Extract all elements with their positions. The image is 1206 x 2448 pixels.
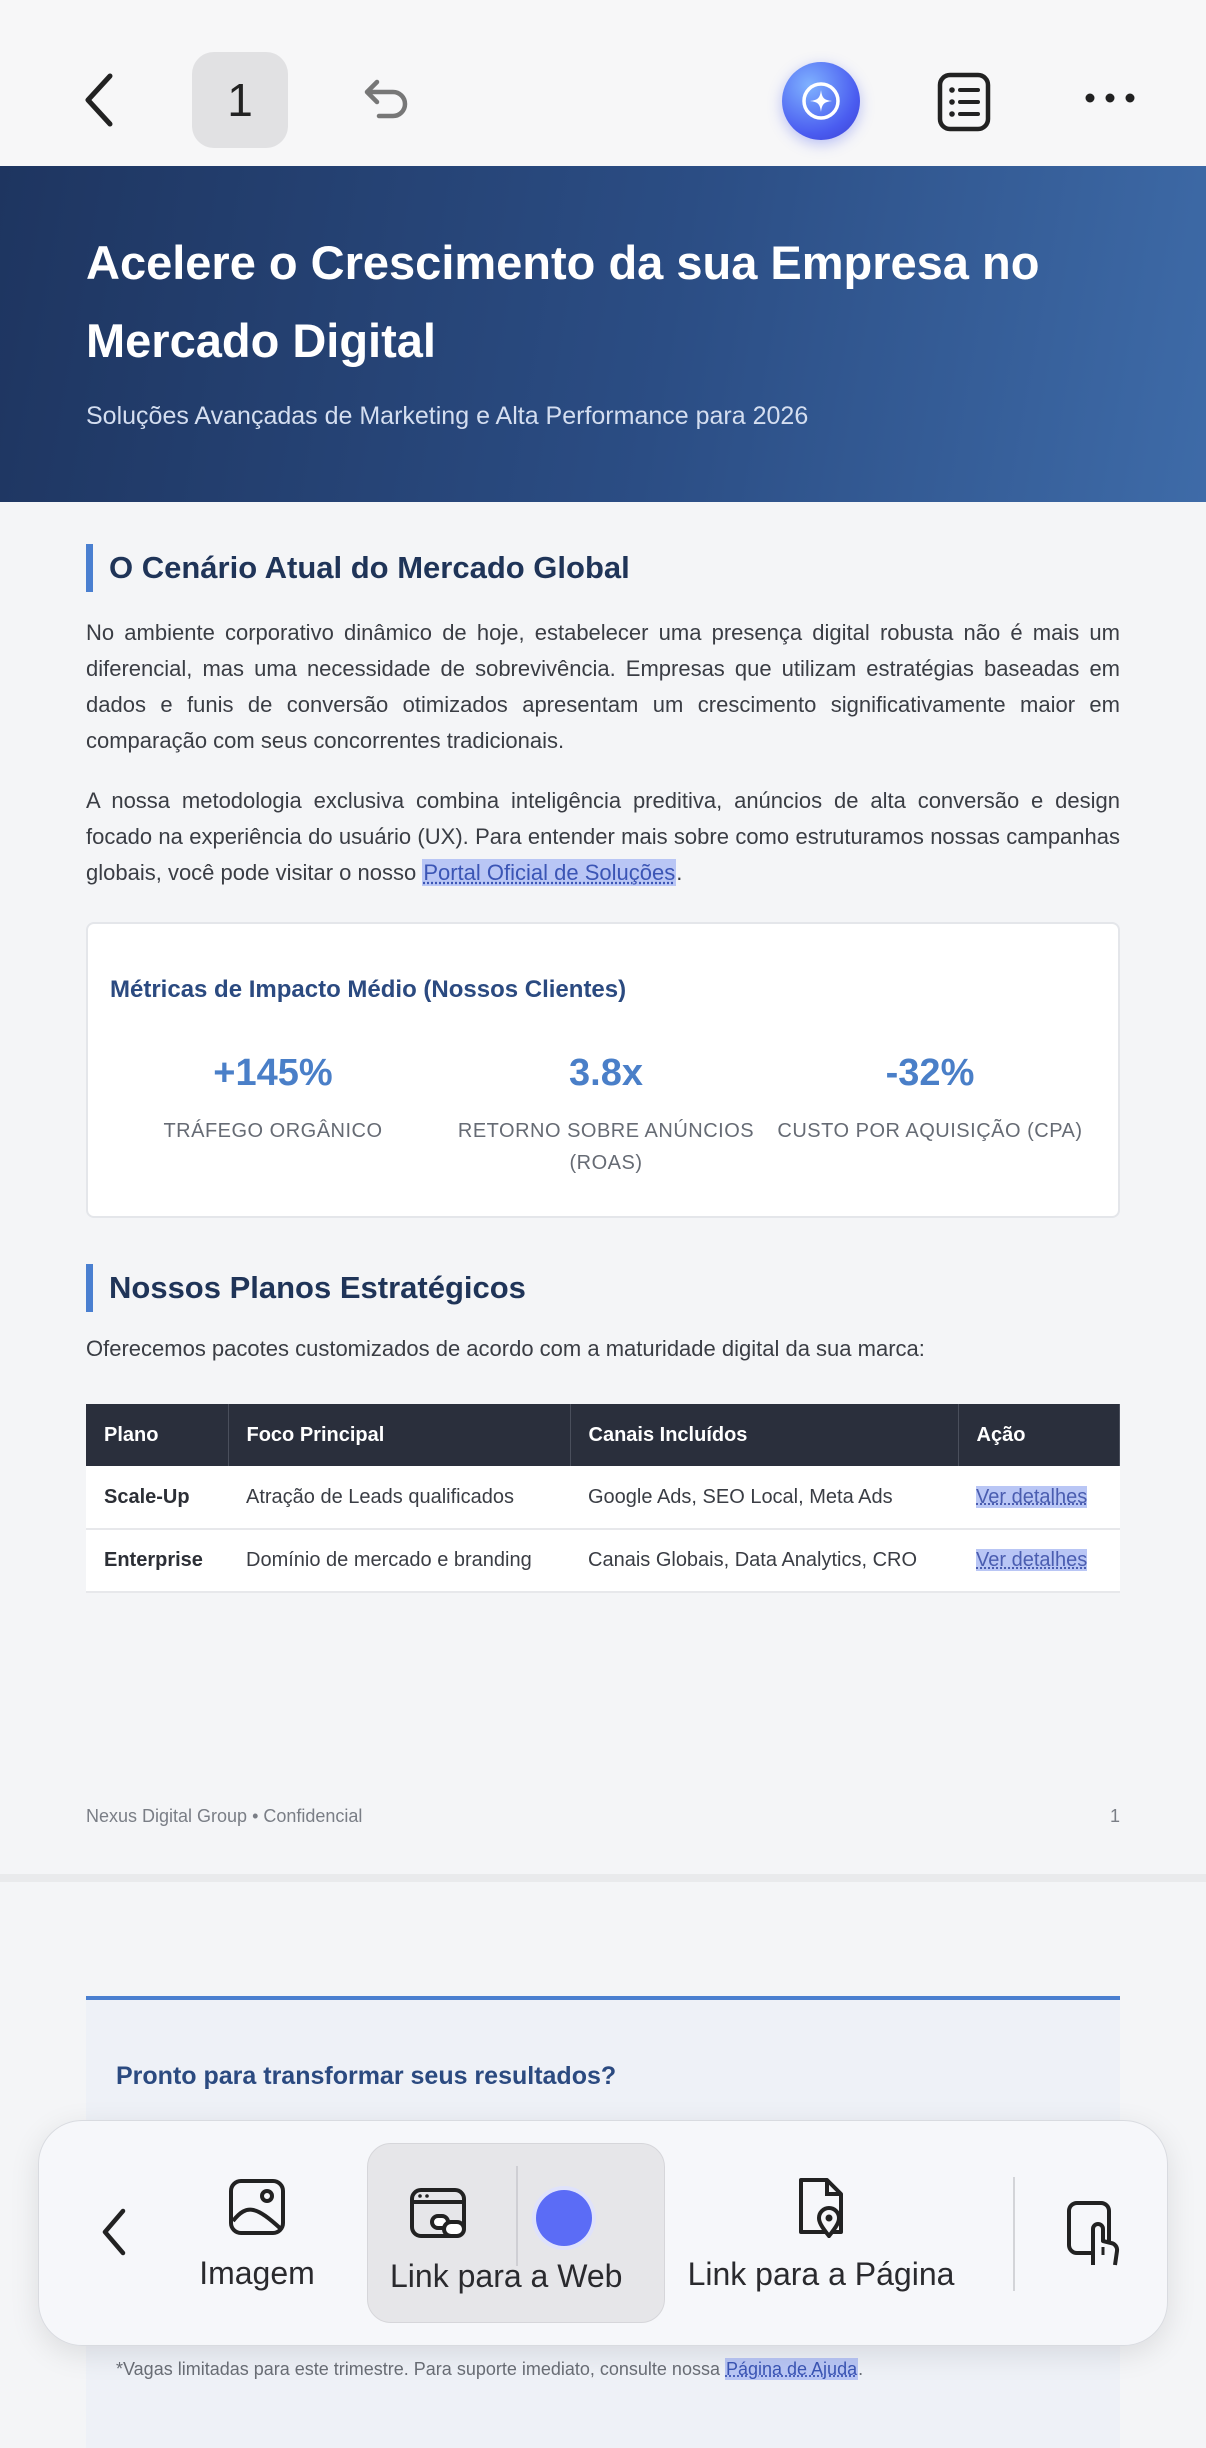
cell-focus: Domínio de mercado e branding	[228, 1529, 570, 1592]
web-tool-divider	[516, 2166, 518, 2266]
undo-icon	[357, 70, 413, 126]
page-link-tool-label: Link para a Página	[687, 2255, 955, 2292]
cta-title: Pronto para transformar seus resultados?	[116, 2062, 617, 2090]
cell-channels: Canais Globais, Data Analytics, CRO	[570, 1529, 958, 1592]
hero-title: Acelere o Crescimento da sua Empresa no Mercado Digital	[86, 236, 1040, 367]
cell-action	[958, 1466, 1120, 1529]
link-tools-bar	[38, 2120, 1168, 2346]
section-heading-plans: Nossos Planos Estratégicos	[86, 1264, 526, 1312]
cell-action	[958, 1529, 1120, 1592]
web-link-tool-label: Link para a Web	[390, 2258, 623, 2294]
page-number-button[interactable]	[192, 52, 288, 148]
back-button[interactable]	[60, 60, 140, 140]
cell-focus: Atração de Leads qualificados	[228, 1466, 570, 1529]
undo-button[interactable]	[345, 58, 425, 138]
metric-value: 3.8x	[569, 1052, 643, 1094]
toolbar-divider	[1013, 2177, 1015, 2291]
scroll-left-button[interactable]	[79, 2197, 149, 2267]
paragraph-market: No ambiente corporativo dinâmico de hoje, estabelecer uma presença digital robusta não é mais um diferencial, mas uma necessidade de sobrevivência. Empresas que utilizam estratégias baseadas em dados e funis de conversão otimizados apresentam um crescimento significativamente maior em comparação com seus concorrentes tradicionais.	[86, 620, 1120, 753]
page-link-tool-button[interactable]	[671, 2121, 971, 2346]
plans-table	[86, 1404, 1120, 1593]
more-button[interactable]	[1070, 58, 1150, 138]
metrics-title: Métricas de Impacto Médio (Nossos Clientes)	[110, 976, 627, 1003]
hero-banner	[0, 166, 1206, 502]
ai-assistant-button[interactable]	[782, 62, 860, 140]
image-tool-button[interactable]	[157, 2121, 357, 2346]
cell-plan: Scale-Up	[86, 1466, 228, 1529]
outline-list-icon	[936, 71, 992, 133]
paragraph-methodology-end: .	[676, 860, 683, 885]
cell-channels: Google Ads, SEO Local, Meta Ads	[570, 1466, 958, 1529]
table-header-row	[86, 1404, 1120, 1466]
image-tool-label: Imagem	[199, 2254, 315, 2291]
metric-label: TRÁFEGO ORGÂNICO	[163, 1120, 383, 1142]
table-row	[86, 1466, 1120, 1529]
ai-assistant-icon	[796, 76, 846, 126]
metric-value: +145%	[213, 1052, 333, 1094]
header-channels: Canais Incluídos	[570, 1404, 958, 1466]
paragraph-methodology	[86, 783, 1120, 891]
section-heading-market: O Cenário Atual do Mercado Global	[86, 544, 630, 592]
metric-cpa	[770, 1052, 1090, 1147]
table-row	[86, 1529, 1120, 1592]
cta-note	[116, 2359, 863, 2380]
hero-subtitle: Soluções Avançadas de Marketing e Alta Performance para 2026	[86, 402, 809, 430]
header-plan: Plano	[86, 1404, 228, 1466]
page-link-icon	[793, 2176, 849, 2238]
outline-button[interactable]	[924, 62, 1004, 142]
back-chevron-icon	[80, 70, 120, 130]
header-action: Ação	[958, 1404, 1120, 1466]
metric-label: CUSTO POR AQUISIÇÃO (CPA)	[777, 1120, 1083, 1142]
top-toolbar	[0, 0, 1206, 166]
link-color-swatch[interactable]	[536, 2190, 592, 2246]
footer-company: Nexus Digital Group • Confidencial	[86, 1806, 363, 1826]
portal-link[interactable]: Portal Oficial de Soluções	[423, 860, 676, 885]
metrics-card	[86, 922, 1120, 1218]
header-focus: Foco Principal	[228, 1404, 570, 1466]
view-details-link[interactable]: Ver detalhes	[976, 1549, 1088, 1571]
cta-note-text: *Vagas limitadas para este trimestre. Para suporte imediato, consulte nossa	[116, 2359, 725, 2379]
plans-intro: Oferecemos pacotes customizados de acordo com a maturidade digital da sua marca:	[86, 1336, 925, 1361]
help-page-link[interactable]: Página de Ajuda	[725, 2359, 858, 2379]
web-link-tool-button[interactable]	[367, 2143, 665, 2323]
image-icon	[227, 2177, 287, 2237]
chevron-left-icon	[99, 2207, 129, 2257]
cell-plan: Enterprise	[86, 1529, 228, 1592]
metric-organic-traffic	[113, 1052, 433, 1147]
view-details-link[interactable]: Ver detalhes	[976, 1485, 1088, 1508]
touch-select-icon	[1065, 2199, 1129, 2269]
metric-roas	[441, 1052, 771, 1179]
web-link-icon	[408, 2184, 470, 2246]
metric-label: RETORNO SOBRE ANÚNCIOS (ROAS)	[457, 1120, 755, 1174]
page-number: 1	[227, 74, 253, 126]
paragraph-methodology-text: A nossa metodologia exclusiva combina inteligência preditiva, anúncios de alta conversão e design focado na experiência do usuário (UX). Para entender mais sobre como estruturamos nossas campanhas globais, você pode visitar o nosso	[86, 788, 1120, 885]
footer-page-number: 1	[1109, 1806, 1120, 1826]
more-icon	[1082, 90, 1138, 106]
touch-select-button[interactable]	[1049, 2121, 1145, 2346]
web-link-icon-wrap	[408, 2184, 508, 2251]
cta-note-end: .	[858, 2359, 864, 2379]
metric-value: -32%	[885, 1052, 975, 1094]
document-page-1	[0, 166, 1206, 1874]
